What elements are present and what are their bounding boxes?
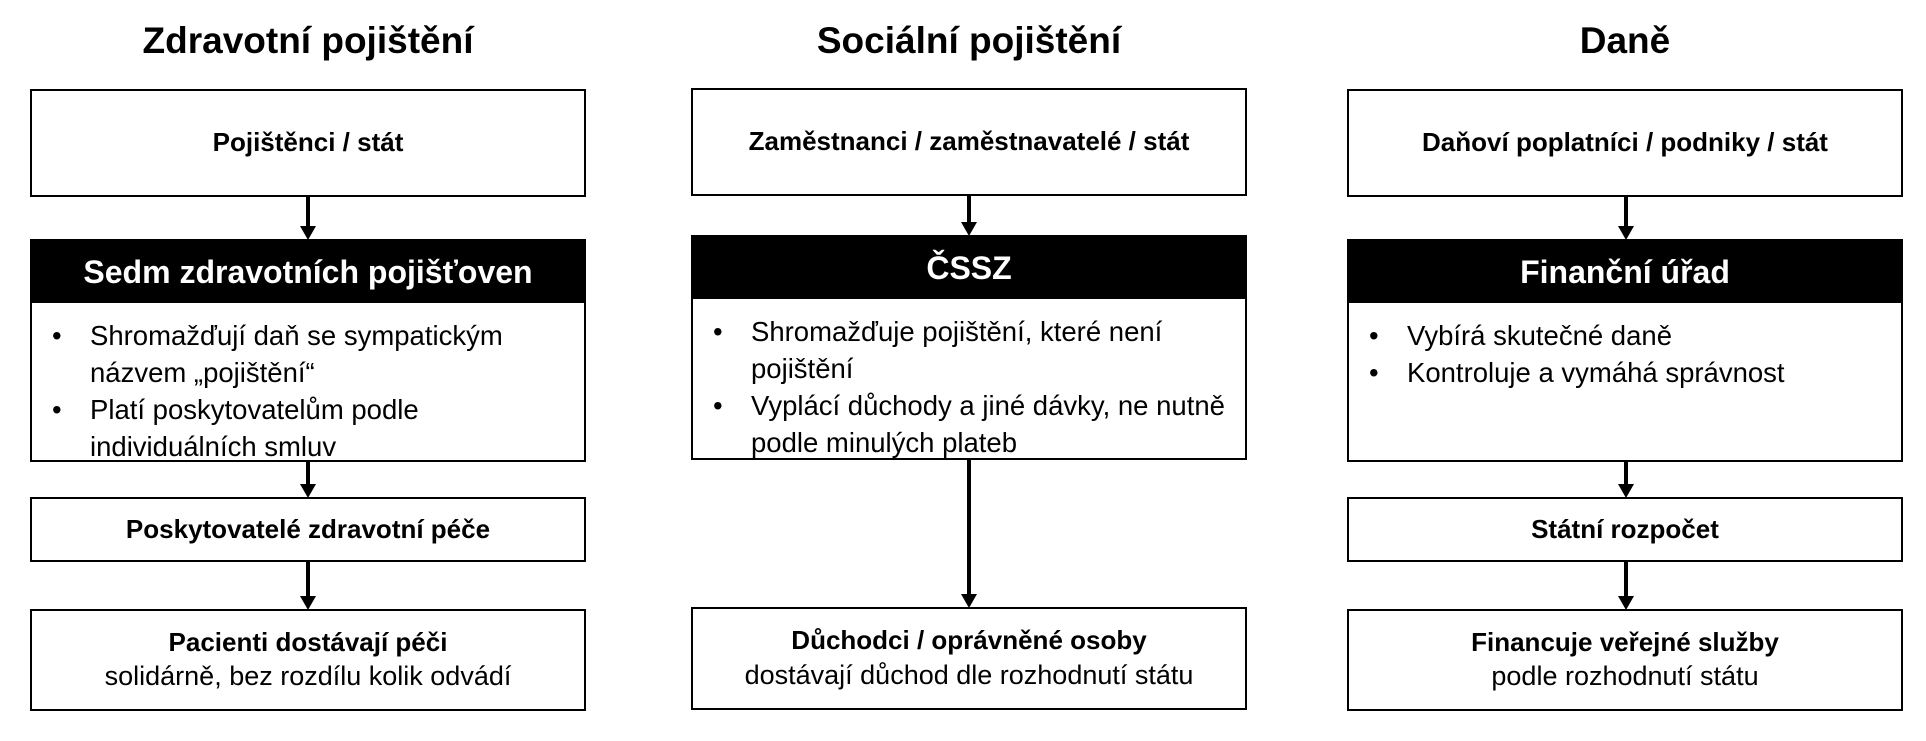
list-item: • Kontroluje a vymáhá správnost (1369, 354, 1881, 391)
source-label-health: Pojištěnci / stát (212, 127, 404, 158)
tax-office-bullet-list (1349, 303, 1901, 391)
list-item: • Vyplácí důchody a jiné dávky, ne nutně podle minulých plateb (713, 387, 1225, 461)
cssz-bullet-list (693, 299, 1245, 461)
bullet-icon: • (713, 316, 723, 347)
list-item: • Shromažďují daň se sympatickým názvem „pojištění“ (52, 317, 564, 391)
public-services-box (1347, 609, 1903, 711)
public-services-subtitle: podle rozhodnutí státu (1491, 661, 1759, 692)
source-box-health (30, 89, 586, 197)
pensioners-box (691, 607, 1247, 710)
arrowhead-taxes-3 (1618, 596, 1634, 610)
column-heading-social: Sociální pojištění (816, 20, 1122, 61)
patients-subtitle: solidárně, bez rozdílu kolik odvádí (104, 661, 512, 692)
arrowhead-health-1 (300, 226, 316, 240)
bullet-icon: • (52, 394, 62, 425)
list-item: • Shromažďuje pojištění, které není pojištění (713, 313, 1225, 387)
arrowhead-social-1 (961, 222, 977, 236)
arrowhead-taxes-1 (1618, 226, 1634, 240)
column-heading-taxes: Daně (1579, 20, 1671, 61)
insurers-box (30, 239, 586, 462)
providers-label: Poskytovatelé zdravotní péče (125, 513, 491, 544)
list-item: • Vybírá skutečné daně (1369, 317, 1881, 354)
providers-box (30, 497, 586, 562)
patients-title: Pacienti dostávají péči (168, 626, 448, 657)
patients-box (30, 609, 586, 711)
source-box-taxes (1347, 89, 1903, 197)
budget-box (1347, 497, 1903, 562)
cssz-title: ČSSZ (693, 237, 1245, 299)
source-box-social (691, 88, 1247, 196)
public-services-title: Financuje veřejné služby (1471, 626, 1779, 657)
insurers-bullet-list (32, 303, 584, 465)
insurers-title: Sedm zdravotních pojišťoven (32, 241, 584, 303)
bullet-icon: • (1369, 320, 1379, 351)
source-label-taxes: Daňoví poplatníci / podniky / stát (1422, 127, 1828, 158)
bullet-icon: • (713, 390, 723, 421)
source-label-social: Zaměstnanci / zaměstnavatelé / stát (748, 126, 1190, 157)
tax-office-box (1347, 239, 1903, 462)
arrowhead-health-2 (300, 484, 316, 498)
budget-label: Státní rozpočet (1531, 513, 1719, 544)
arrowhead-taxes-2 (1618, 484, 1634, 498)
list-item: • Platí poskytovatelům podle individuálních smluv (52, 391, 564, 465)
arrowhead-social-2 (961, 594, 977, 608)
pensioners-title: Důchodci / oprávněné osoby (791, 625, 1147, 656)
pensioners-subtitle: dostávají důchod dle rozhodnutí státu (744, 659, 1194, 690)
bullet-icon: • (52, 320, 62, 351)
tax-office-title: Finanční úřad (1349, 241, 1901, 303)
cssz-box (691, 235, 1247, 460)
arrowhead-health-3 (300, 596, 316, 610)
bullet-icon: • (1369, 357, 1379, 388)
column-heading-health: Zdravotní pojištění (142, 20, 474, 61)
